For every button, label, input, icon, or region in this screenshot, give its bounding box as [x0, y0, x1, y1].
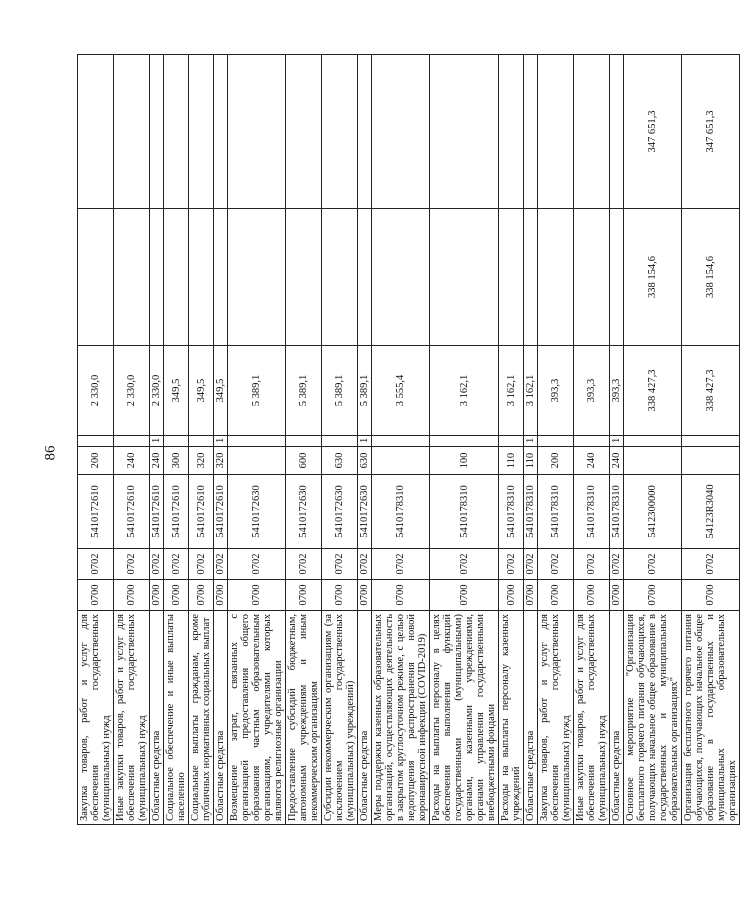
cell-v2 — [358, 209, 372, 346]
cell-mark: 1 — [610, 436, 624, 447]
cell-ved: 0700 — [214, 580, 228, 611]
cell-v2 — [114, 209, 150, 346]
cell-name: Социальное обеспечение и иные выплаты населению — [164, 611, 189, 825]
cell-vr: 300 — [164, 447, 189, 475]
cell-v2 — [228, 209, 286, 346]
cell-vr: 240 — [574, 447, 610, 475]
cell-mark — [538, 436, 574, 447]
cell-v2 — [286, 209, 322, 346]
cell-ved: 0700 — [574, 580, 610, 611]
table-body — [78, 55, 740, 825]
cell-mark: 1 — [150, 436, 164, 447]
cell-ved: 0700 — [372, 580, 430, 611]
cell-v1: 2 330,0 — [150, 346, 164, 436]
cell-vr: 110 — [499, 447, 524, 475]
table-row — [499, 55, 524, 825]
cell-csr: 54123R3040 — [682, 475, 740, 549]
cell-mark: 1 — [358, 436, 372, 447]
cell-v2 — [538, 209, 574, 346]
cell-v3 — [114, 55, 150, 209]
cell-rz: 0702 — [574, 549, 610, 580]
cell-ved: 0700 — [524, 580, 538, 611]
table-row — [682, 55, 740, 825]
cell-v3 — [286, 55, 322, 209]
cell-ved: 0700 — [164, 580, 189, 611]
cell-rz: 0702 — [538, 549, 574, 580]
cell-rz: 0702 — [189, 549, 214, 580]
cell-mark — [372, 436, 430, 447]
cell-v1: 349,5 — [189, 346, 214, 436]
cell-v1: 393,3 — [538, 346, 574, 436]
cell-v2 — [610, 209, 624, 346]
cell-v1: 349,5 — [214, 346, 228, 436]
cell-name: Иные закупки товаров, работ и услуг для обеспечения государственных (муниципальных) нужд — [114, 611, 150, 825]
cell-rz: 0702 — [372, 549, 430, 580]
cell-mark — [78, 436, 114, 447]
cell-name: Областные средства — [150, 611, 164, 825]
budget-table — [77, 54, 740, 825]
cell-csr: 5410172610 — [164, 475, 189, 549]
cell-name: Областные средства — [214, 611, 228, 825]
cell-name: Субсидии некоммерческим организациям (за исключением государственных (муниципальных) учреждений) — [322, 611, 358, 825]
cell-rz: 0702 — [214, 549, 228, 580]
table-row — [114, 55, 150, 825]
cell-name: Областные средства — [358, 611, 372, 825]
cell-vr: 240 — [150, 447, 164, 475]
cell-v3 — [228, 55, 286, 209]
cell-ved: 0700 — [682, 580, 740, 611]
cell-name: Расходы на выплаты персоналу казенных учреждений — [499, 611, 524, 825]
cell-v3 — [610, 55, 624, 209]
cell-v1: 3 162,1 — [524, 346, 538, 436]
cell-v1: 3 162,1 — [430, 346, 499, 436]
cell-vr — [372, 447, 430, 475]
cell-rz: 0702 — [114, 549, 150, 580]
cell-v2 — [78, 209, 114, 346]
cell-rz: 0702 — [682, 549, 740, 580]
cell-mark — [189, 436, 214, 447]
cell-v2: 338 154,6 — [624, 209, 682, 346]
cell-v3 — [322, 55, 358, 209]
cell-rz: 0702 — [150, 549, 164, 580]
table-row — [372, 55, 430, 825]
cell-v1: 3 162,1 — [499, 346, 524, 436]
cell-mark — [228, 436, 286, 447]
table-row — [430, 55, 499, 825]
cell-rz: 0702 — [322, 549, 358, 580]
cell-name: Закупка товаров, работ и услуг для обеспечения государственных (муниципальных) нужд — [538, 611, 574, 825]
cell-v1: 2 330,0 — [114, 346, 150, 436]
cell-mark — [114, 436, 150, 447]
cell-v1: 338 427,3 — [624, 346, 682, 436]
cell-v3 — [358, 55, 372, 209]
table-row — [322, 55, 358, 825]
cell-ved: 0700 — [624, 580, 682, 611]
cell-name: Расходы на выплаты персоналу в целях обеспечения выполнения функций государственными (муниципальными) органами, казенными учреждениями, органами управления государственными внебюджетными фондами — [430, 611, 499, 825]
cell-rz: 0702 — [164, 549, 189, 580]
cell-mark — [430, 436, 499, 447]
table-row — [574, 55, 610, 825]
cell-v1: 3 555,4 — [372, 346, 430, 436]
cell-ved: 0700 — [78, 580, 114, 611]
cell-csr: 5410172630 — [228, 475, 286, 549]
cell-mark — [286, 436, 322, 447]
cell-rz: 0702 — [499, 549, 524, 580]
cell-vr: 600 — [286, 447, 322, 475]
cell-v3: 347 651,3 — [682, 55, 740, 209]
cell-name: Возмещение затрат, связанных с организацией предоставления общего образования частным образовательным организациям, учредителями которых являются религиозные организации — [228, 611, 286, 825]
cell-name: Закупка товаров, работ и услуг для обеспечения государственных (муниципальных) нужд — [78, 611, 114, 825]
cell-v3 — [78, 55, 114, 209]
cell-mark — [682, 436, 740, 447]
cell-csr: 5410178310 — [538, 475, 574, 549]
cell-v3 — [164, 55, 189, 209]
cell-csr: 5410178310 — [372, 475, 430, 549]
cell-csr: 5410172610 — [214, 475, 228, 549]
cell-v3 — [524, 55, 538, 209]
cell-v3 — [372, 55, 430, 209]
cell-vr: 630 — [322, 447, 358, 475]
cell-ved: 0700 — [189, 580, 214, 611]
cell-ved: 0700 — [228, 580, 286, 611]
cell-name: Основное мероприятие "Организация бесплатного горячего питания обучающихся, получающих начальное общее образование в государственных и муниципальных образовательных организациях" — [624, 611, 682, 825]
table-row — [286, 55, 322, 825]
cell-name: Социальные выплаты гражданам, кроме публичных нормативных социальных выплат — [189, 611, 214, 825]
cell-csr: 5410172630 — [358, 475, 372, 549]
cell-v2 — [214, 209, 228, 346]
cell-csr: 5410172630 — [286, 475, 322, 549]
cell-ved: 0700 — [538, 580, 574, 611]
cell-ved: 0700 — [610, 580, 624, 611]
cell-v1: 5 389,1 — [228, 346, 286, 436]
cell-vr — [682, 447, 740, 475]
cell-v3 — [430, 55, 499, 209]
cell-rz: 0702 — [286, 549, 322, 580]
cell-v1: 338 427,3 — [682, 346, 740, 436]
table-row — [78, 55, 114, 825]
cell-rz: 0702 — [358, 549, 372, 580]
cell-v2 — [524, 209, 538, 346]
cell-vr — [624, 447, 682, 475]
cell-name: Иные закупки товаров, работ и услуг для обеспечения государственных (муниципальных) нужд — [574, 611, 610, 825]
cell-csr: 5410172610 — [150, 475, 164, 549]
cell-vr: 200 — [78, 447, 114, 475]
cell-v1: 5 389,1 — [286, 346, 322, 436]
cell-v1: 5 389,1 — [358, 346, 372, 436]
cell-csr: 5410178310 — [610, 475, 624, 549]
cell-vr: 240 — [114, 447, 150, 475]
cell-v1: 349,5 — [164, 346, 189, 436]
cell-rz: 0702 — [228, 549, 286, 580]
cell-ved: 0700 — [322, 580, 358, 611]
cell-v3 — [499, 55, 524, 209]
cell-vr: 320 — [214, 447, 228, 475]
cell-csr: 5410178310 — [574, 475, 610, 549]
cell-mark: 1 — [214, 436, 228, 447]
cell-v3 — [538, 55, 574, 209]
cell-v2: 338 154,6 — [682, 209, 740, 346]
cell-ved: 0700 — [358, 580, 372, 611]
table-row — [610, 55, 624, 825]
table-row — [524, 55, 538, 825]
cell-csr: 5410172610 — [78, 475, 114, 549]
cell-name: Областные средства — [610, 611, 624, 825]
table-row — [228, 55, 286, 825]
cell-name: Организация бесплатного горячего питания обучающихся, получающих начальное общее образование в государственных и муниципальных образовательных организациях — [682, 611, 740, 825]
cell-v2 — [189, 209, 214, 346]
cell-vr: 100 — [430, 447, 499, 475]
cell-mark — [322, 436, 358, 447]
cell-v2 — [150, 209, 164, 346]
cell-ved: 0700 — [286, 580, 322, 611]
cell-mark — [574, 436, 610, 447]
cell-v3 — [189, 55, 214, 209]
cell-ved: 0700 — [499, 580, 524, 611]
cell-csr: 5410172610 — [189, 475, 214, 549]
table-row — [164, 55, 189, 825]
cell-v3 — [214, 55, 228, 209]
table-row — [214, 55, 228, 825]
rotated-table-wrapper — [77, 55, 738, 825]
cell-vr: 320 — [189, 447, 214, 475]
cell-mark — [499, 436, 524, 447]
cell-rz: 0702 — [430, 549, 499, 580]
cell-v2 — [574, 209, 610, 346]
cell-v3 — [574, 55, 610, 209]
cell-vr: 240 — [610, 447, 624, 475]
table-row — [189, 55, 214, 825]
cell-csr: 5410178310 — [499, 475, 524, 549]
cell-v1: 393,3 — [610, 346, 624, 436]
page-number: 86 — [42, 445, 59, 461]
cell-vr — [228, 447, 286, 475]
cell-mark — [624, 436, 682, 447]
table-row — [538, 55, 574, 825]
table-row — [358, 55, 372, 825]
cell-name: Областные средства — [524, 611, 538, 825]
cell-v2 — [322, 209, 358, 346]
cell-name: Меры поддержки казенных образовательных организаций, осуществляющих деятельность в закрытом круглосуточном режиме, с целью недопущения распространения новой коронавирусной инфекции (COVID-2019) — [372, 611, 430, 825]
cell-vr: 110 — [524, 447, 538, 475]
cell-mark: 1 — [524, 436, 538, 447]
cell-name: Предоставление субсидий бюджетным, автономным учреждениям и иным некоммерческим организациям — [286, 611, 322, 825]
cell-rz: 0702 — [524, 549, 538, 580]
cell-v2 — [499, 209, 524, 346]
cell-csr: 5410172610 — [114, 475, 150, 549]
cell-csr: 5410178310 — [524, 475, 538, 549]
cell-mark — [164, 436, 189, 447]
cell-v1: 2 330,0 — [78, 346, 114, 436]
cell-vr: 200 — [538, 447, 574, 475]
cell-v2 — [164, 209, 189, 346]
cell-ved: 0700 — [430, 580, 499, 611]
cell-v1: 393,3 — [574, 346, 610, 436]
cell-v3 — [150, 55, 164, 209]
cell-rz: 0702 — [610, 549, 624, 580]
cell-v2 — [372, 209, 430, 346]
cell-csr: 5410178310 — [430, 475, 499, 549]
cell-v1: 5 389,1 — [322, 346, 358, 436]
table-row — [150, 55, 164, 825]
cell-v2 — [430, 209, 499, 346]
cell-ved: 0700 — [114, 580, 150, 611]
cell-vr: 630 — [358, 447, 372, 475]
cell-csr: 5410172630 — [322, 475, 358, 549]
table-row — [624, 55, 682, 825]
cell-rz: 0702 — [78, 549, 114, 580]
cell-csr: 5412300000 — [624, 475, 682, 549]
cell-v3: 347 651,3 — [624, 55, 682, 209]
cell-rz: 0702 — [624, 549, 682, 580]
cell-ved: 0700 — [150, 580, 164, 611]
